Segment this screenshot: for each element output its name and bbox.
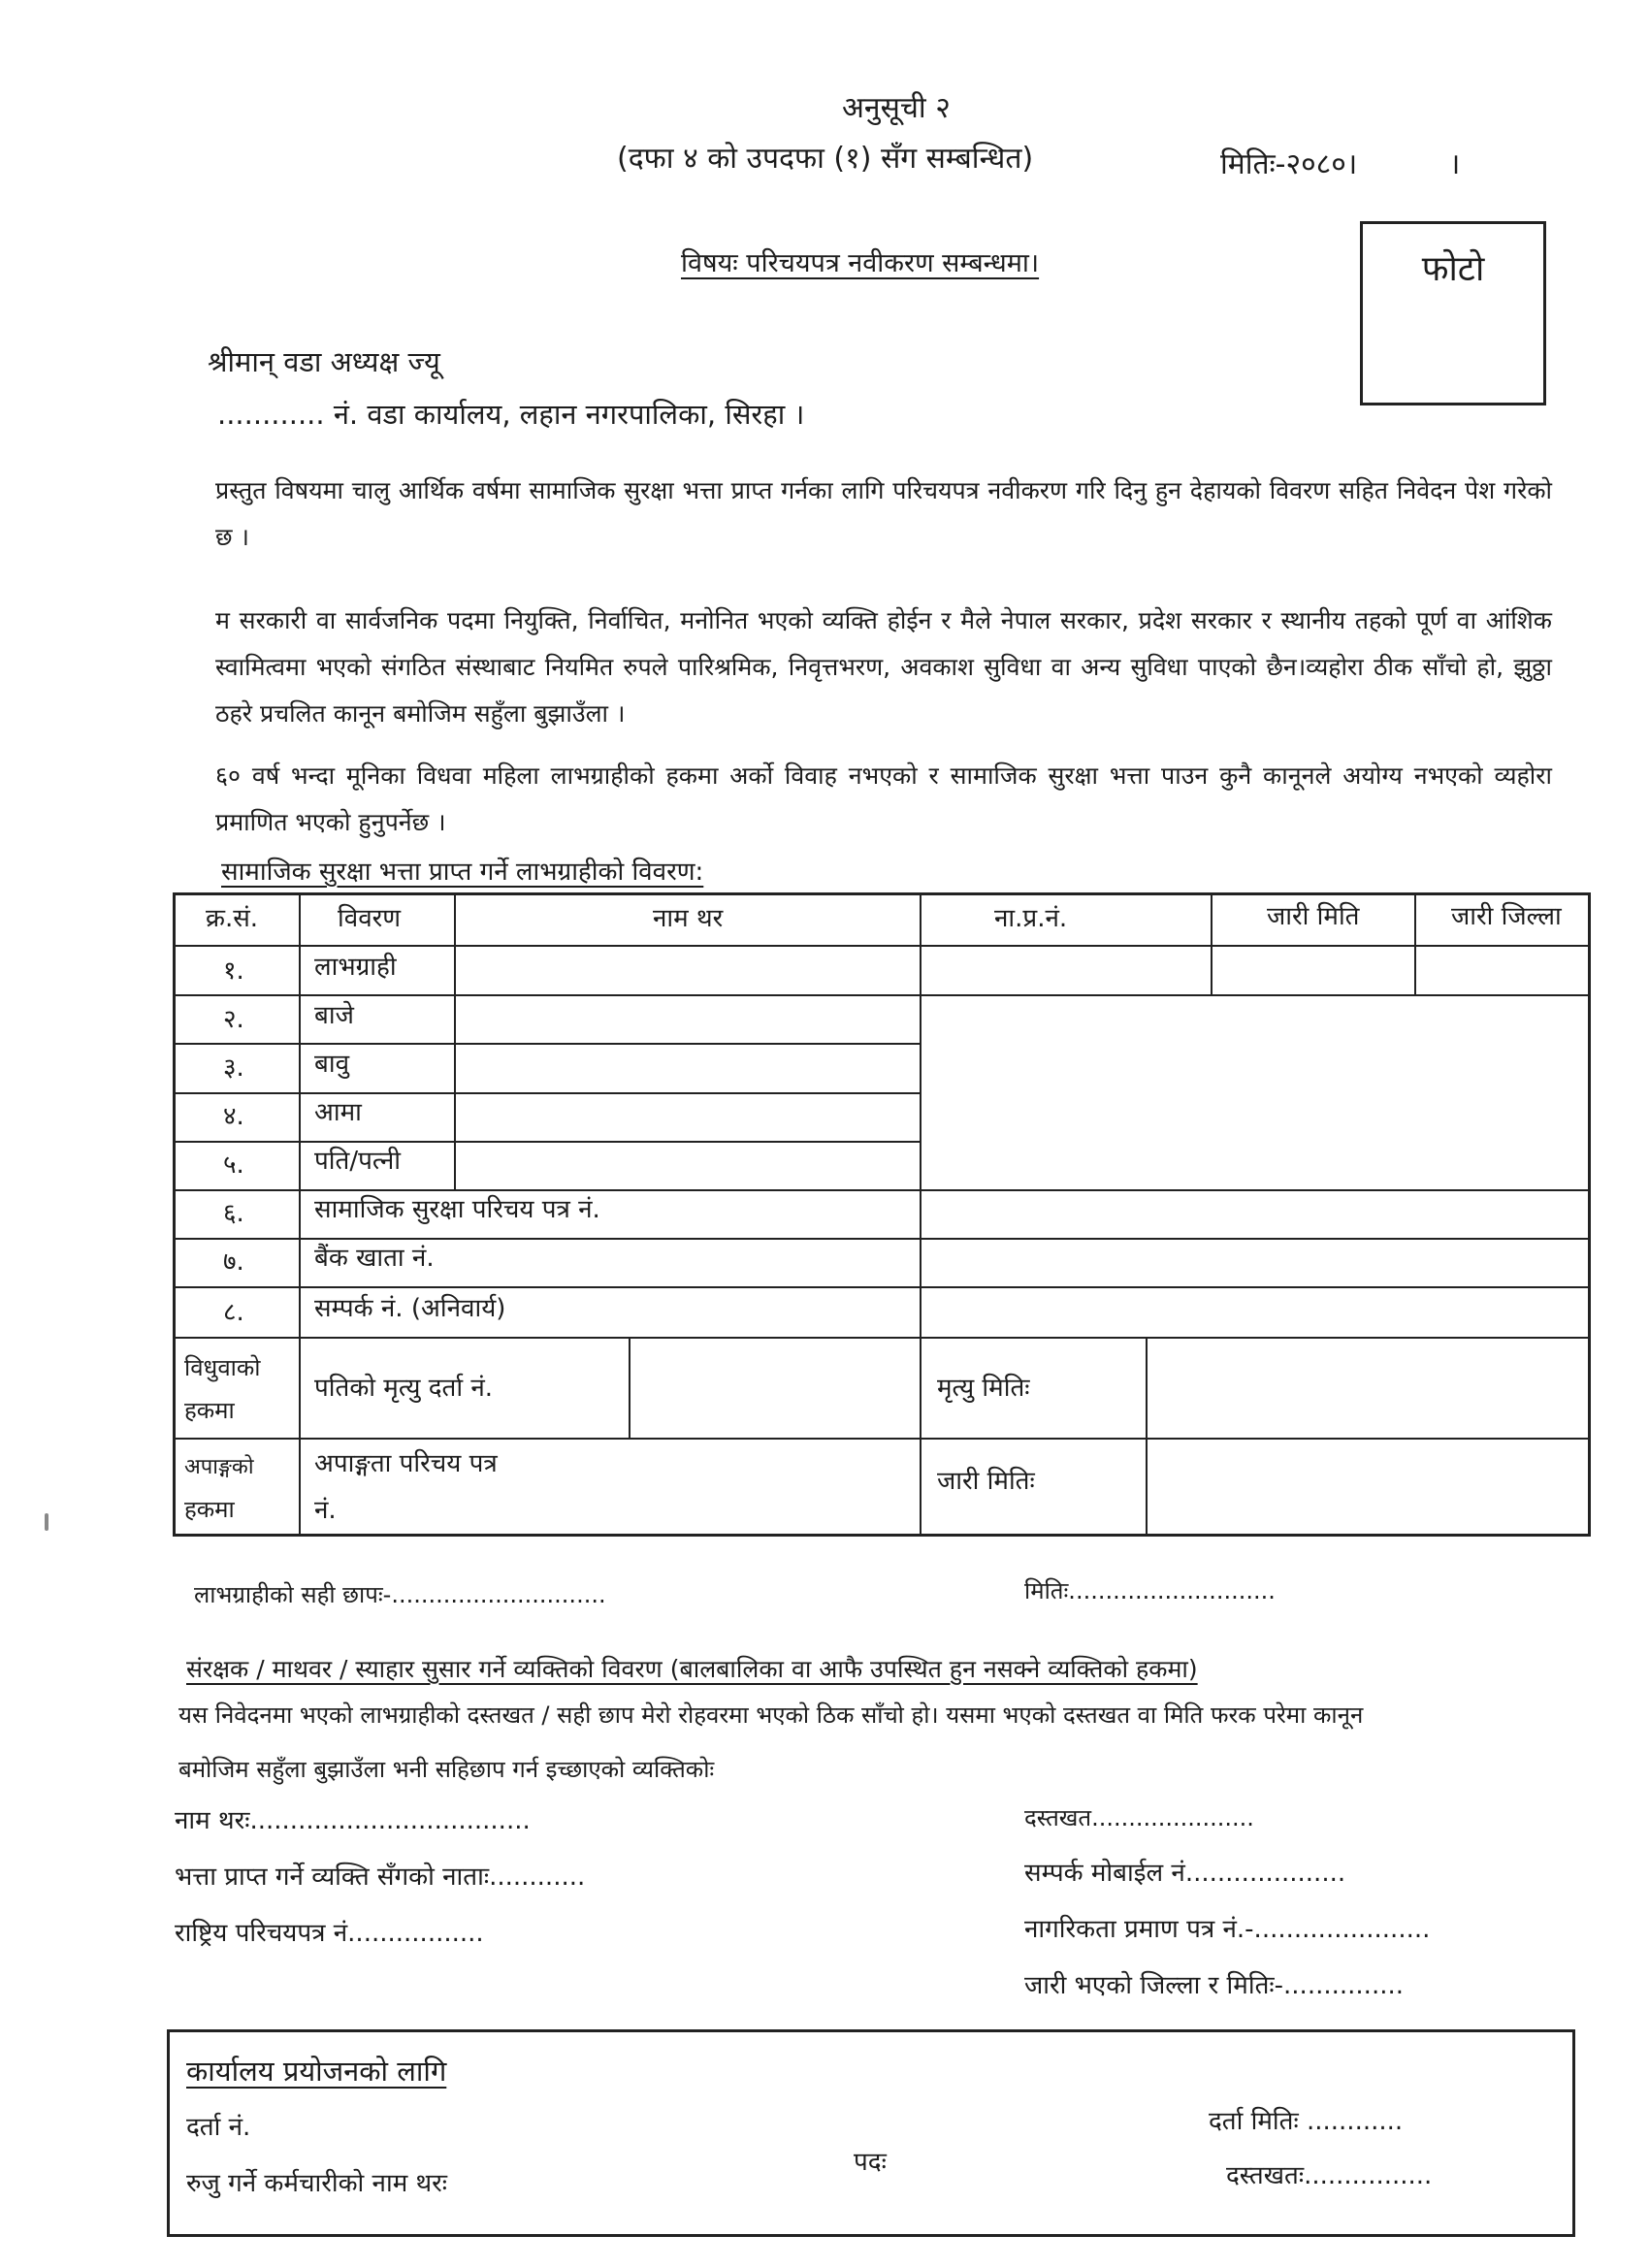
photo-label: फोटो [1421,249,1485,289]
declaration-paragraph: म सरकारी वा सार्वजनिक पदमा नियुक्ति, निर्वाचित, मनोनित भएको व्यक्ति होईन र मैले नेपाल सरकार, प्रदेश सरकार र स्थानीय तहको पूर्ण वा आंशिक स्वामित्वमा भएको संगठित संस्थाबाट नियमित रुपले पारिश्रमिक, निवृत्तभरण, अवकाश सुविधा वा अन्य सुविधा पाएको छैन।व्यहोरा ठीक साँचो हो, झुठ्ठा ठहरे प्रचलित कानून बमोजिम सहुँला बुझाउँला । [215,606,1552,728]
guardian-statement-2: बमोजिम सहुँला बुझाउँला भनी सहिछाप गर्न इच्छाएको व्यक्तिकोः [178,1756,715,1783]
office-post: पदः [854,2148,887,2177]
row-label: लाभग्राही [314,953,397,982]
disabled-label-2: हकमा [184,1496,235,1523]
guardian-issue-district-date: जारी भएको जिल्ला र मितिः-............... [1024,1971,1404,2000]
row-label: आमा [314,1098,362,1127]
row-label: सामाजिक सुरक्षा परिचय पत्र नं. [314,1195,600,1224]
disability-card-label-2: नं. [314,1496,337,1525]
header-name: नाम थर [653,904,724,933]
beneficiary-signature: लाभग्राहीको सही छापः-............................. [194,1581,606,1608]
row-label: बावु [314,1050,350,1079]
guardian-citizenship: नागरिकता प्रमाण पत्र नं.-...................... [1024,1915,1431,1944]
office-reg-no: दर्ता नं. [186,2113,251,2142]
subject-line: विषयः परिचयपत्र नवीकरण सम्बन्धमा। [681,248,1040,278]
widow-note-paragraph: ६० वर्ष भन्दा मूनिका विधवा महिला लाभग्राहीको हकमा अर्को विवाह नभएको र सामाजिक सुरक्षा भत्ता पाउन कुनै कानूनले अयोग्य नभएको व्यहोरा प्रमाणित भएको हुनुपर्नेछ । [215,761,1552,836]
schedule-title: अनुसूची २ [842,91,951,125]
guardian-statement-1: यस निवेदनमा भएको लाभग्राहीको दस्तखत / सही छाप मेरो रोहवरमा भएको ठिक साँचो हो। यसमा भएको दस्तखत वा मिति फरक परेमा कानून [178,1701,1364,1729]
row-serial: ४. [223,1102,244,1131]
office-signature: दस्तखतः................ [1226,2161,1433,2190]
header-detail: विवरण [338,904,402,933]
form-date: मितिः-२०८०। [1220,147,1358,181]
row-serial: १. [223,956,244,986]
photo-box[interactable] [1360,221,1546,405]
row-serial: ३. [223,1053,244,1083]
death-date-label: मृत्यु मितिः [937,1374,1030,1403]
row-serial: ५. [223,1150,244,1180]
row-label: सम्पर्क नं. (अनिवार्य) [314,1294,506,1323]
widow-label: विधुवाको [184,1354,261,1381]
guardian-relation: भत्ता प्राप्त गर्ने व्यक्ति सँगको नाताः............ [175,1863,586,1892]
issue-date-label: जारी मितिः [937,1467,1035,1496]
office-address: ............ नं. वडा कार्यालय, लहान नगरपालिका, सिरहा । [217,398,805,431]
intro-paragraph: प्रस्तुत विषयमा चालु आर्थिक वर्षमा सामाजिक सुरक्षा भत्ता प्राप्त गर्नका लागि परिचयपत्र नवीकरण गरि दिनु हुन देहायको विवरण सहित निवेदन पेश गरेको छ । [215,476,1552,551]
scan-speck [45,1513,48,1531]
guardian-section-title: संरक्षक / माथवर / स्याहार सुसार गर्ने व्यक्तिको विवरण (बालबालिका वा आफै उपस्थित हुन नसक्ने व्यक्तिको हकमा) [186,1655,1198,1683]
beneficiary-sign-date: मितिः............................ [1024,1577,1276,1604]
guardian-signature: दस्तखत...................... [1024,1804,1254,1831]
row-serial: ६. [223,1199,244,1228]
disabled-label: अपाङ्गको [184,1455,254,1479]
office-use-title: कार्यालय प्रयोजनको लागि [186,2055,447,2088]
row-label: पति/पत्नी [314,1147,401,1176]
row-label: बाजे [314,1001,354,1030]
table-title: सामाजिक सुरक्षा भत्ता प्राप्त गर्ने लाभग्राहीको विवरण: [221,858,704,887]
header-serial: क्र.सं. [206,904,259,933]
guardian-national-id: राष्ट्रिय परिचयपत्र नं................. [175,1919,484,1948]
office-reg-date: दर्ता मितिः ............ [1209,2107,1404,2136]
guardian-name: नाम थरः................................... [175,1806,531,1835]
row-serial: ७. [223,1247,244,1277]
row-label: बैंक खाता नं. [314,1244,435,1273]
guardian-mobile: सम्पर्क मोबाईल नं.................... [1024,1859,1346,1888]
death-reg-label: पतिको मृत्यु दर्ता नं. [314,1374,494,1403]
disability-card-label: अपाङ्गता परिचय पत्र [314,1449,498,1478]
row-serial: ८. [223,1298,244,1327]
row-serial: २. [223,1005,244,1034]
widow-label-2: हकमा [184,1397,235,1424]
beneficiary-table [173,892,1591,1537]
header-citizenship-no: ना.प्र.नं. [994,904,1068,933]
salutation: श्रीमान् वडा अध्यक्ष ज्यू [208,345,440,378]
schedule-reference: (दफा ४ को उपदफा (१) सँग सम्बन्धित) [617,142,1034,176]
header-issue-district: जारी जिल्ला [1451,902,1562,931]
office-verifier-name: रुजु गर्ने कर्मचारीको नाम थरः [186,2169,448,2198]
form-date-tail: । [1449,147,1461,181]
header-issue-date: जारी मिति [1267,902,1360,931]
